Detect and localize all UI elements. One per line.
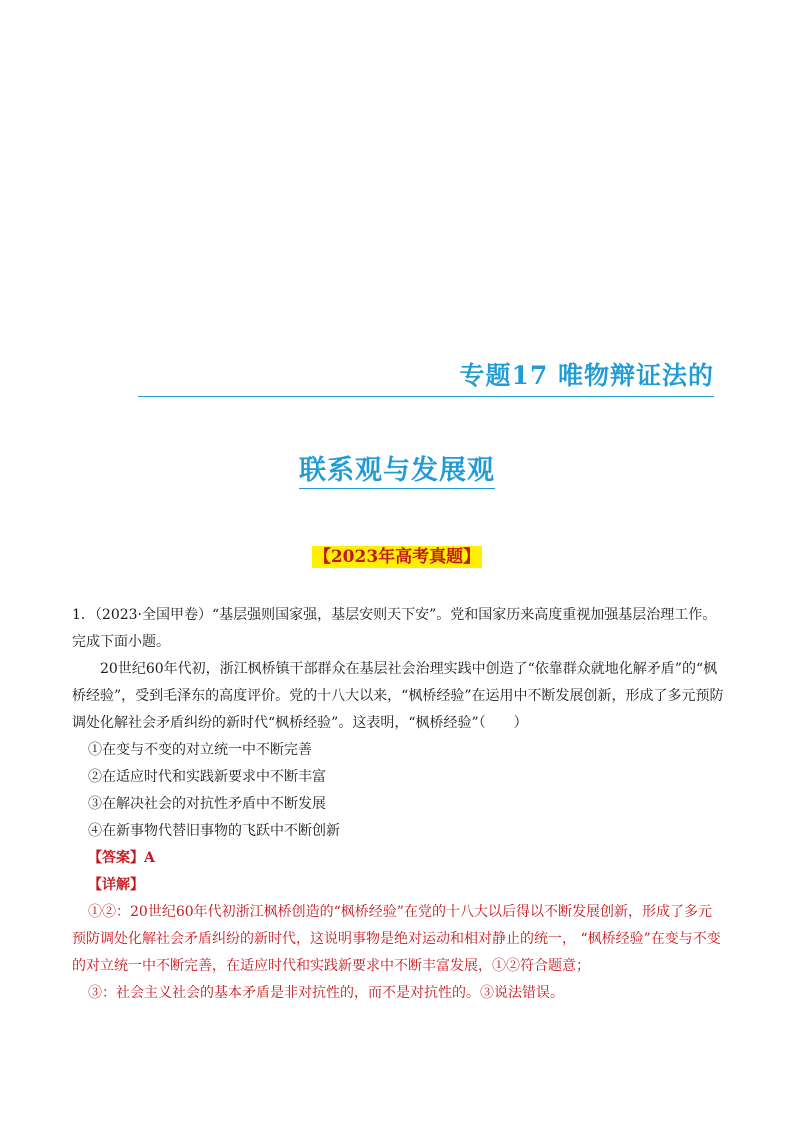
section-banner-wrap [0, 542, 794, 567]
title-line-1: 专题17 唯物辩证法的 [138, 356, 714, 397]
option-1: ①在变与不变的对立统一中不断完善 [88, 742, 312, 758]
explanation-2: ③：社会主义社会的基本矛盾是非对抗性的，而不是对抗性的。③说法错误。 [88, 985, 564, 1001]
option-3: ③在解决社会的对抗性矛盾中不断发展 [88, 796, 326, 812]
section-banner: 【2023年高考真题】 [313, 547, 481, 567]
question-content [72, 602, 724, 1007]
explanation-1: ①②：20世纪60年代初浙江枫桥创造的“枫桥经验”在党的十八大以后得以不断发展创新，形成了多元预防调处化解社会矛盾纠纷的新时代，这说明事物是绝对运动和相对静止的统一， “枫桥经验”在变与不变的对立统一中不断完善，在适应时代和实践新要求中不断丰富发展，①②符合题意； [72, 904, 721, 974]
title-line-2-wrap [0, 448, 794, 487]
detail-label: 【详解】 [88, 877, 144, 893]
title-line-2: 联系观与发展观 [299, 455, 495, 489]
answer-label: 【答案】A [88, 850, 155, 866]
option-4: ④在新事物代替旧事物的飞跃中不断创新 [88, 823, 340, 839]
option-2: ②在适应时代和实践新要求中不断丰富 [88, 769, 326, 785]
question-stem: 1．（2023·全国甲卷）“基层强则国家强，基层安则天下安”。党和国家历来高度重视加强基层治理工作。完成下面小题。 [72, 607, 717, 650]
question-material: 20世纪60年代初，浙江枫桥镇干部群众在基层社会治理实践中创造了“依靠群众就地化解矛盾”的“枫桥经验”，受到毛泽东的高度评价。党的十八大以来，“枫桥经验”在运用中不断发展创新，形成了多元预防调处化解社会矛盾纠纷的新时代“枫桥经验”。这表明，“枫桥经验”（ ） [72, 661, 724, 731]
